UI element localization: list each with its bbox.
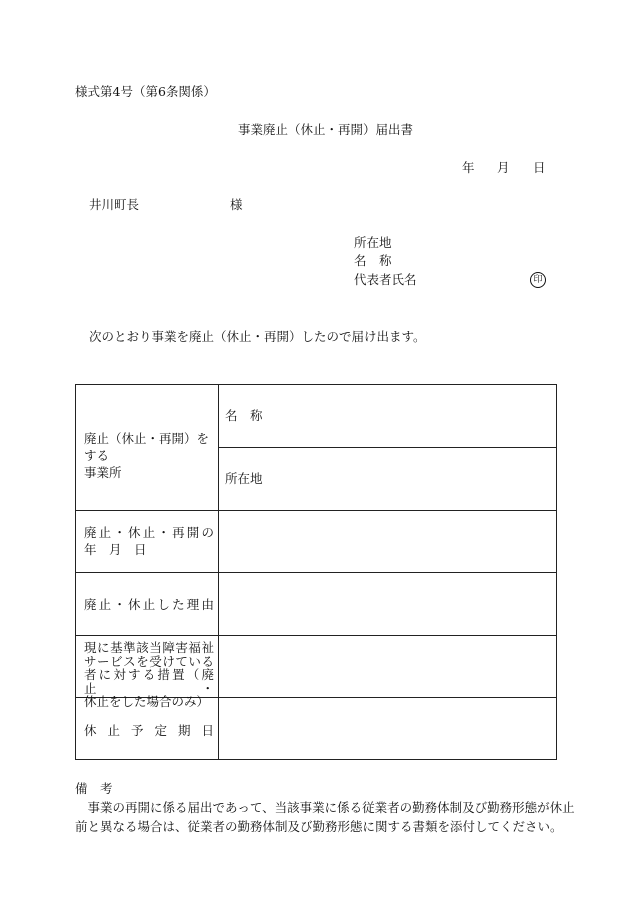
office-address-label: 所在地 [225, 471, 263, 486]
reason-field[interactable] [219, 573, 556, 635]
measures-label-line4: 休止をした場合のみ） [84, 694, 210, 709]
measures-label [84, 641, 214, 709]
office-label [84, 430, 214, 481]
date-label-line2: 年 月 日 [84, 542, 147, 557]
date-field[interactable] [219, 511, 556, 572]
remarks-line1: 事業の再開に係る届出であって、当該事業に係る従業者の勤務体制及び勤務形態が休止 [75, 800, 575, 815]
addressee-honorific: 様 [230, 197, 243, 212]
office-address-field[interactable] [219, 448, 556, 510]
report-table [75, 384, 557, 760]
period-field[interactable] [219, 698, 556, 759]
addressee-name: 井川町長 [89, 197, 140, 212]
date-year: 年 [462, 160, 475, 175]
office-name-label: 名 称 [225, 408, 263, 423]
date-day: 日 [533, 160, 546, 175]
measures-field[interactable] [219, 636, 556, 697]
office-label-line2: 事業所 [84, 465, 122, 480]
applicant-representative-label: 代表者氏名 [354, 272, 417, 287]
remarks-heading: 備 考 [75, 781, 113, 796]
period-label: 休止予定期日 [84, 723, 214, 738]
date-label-line1: 廃止・休止・再開の [84, 525, 214, 540]
applicant-address-label: 所在地 [354, 235, 392, 250]
date-month: 月 [497, 160, 510, 175]
seal-char: 印 [533, 275, 543, 285]
office-label-line1: 廃止（休止・再開）をする [84, 431, 210, 463]
measures-label-line1: 現に基準該当障害福祉 [84, 640, 214, 655]
office-name-field[interactable] [219, 385, 556, 447]
reason-label: 廃止・休止した理由 [84, 597, 214, 612]
intro-text: 次のとおり事業を廃止（休止・再開）したので届け出ます。 [89, 329, 426, 344]
seal-mark [530, 272, 546, 288]
date-label [84, 524, 214, 558]
measures-label-line2: サービスを受けている [84, 653, 214, 669]
remarks-line2: 前と異なる場合は、従業者の勤務体制及び勤務形態に関する書類を添付してください。 [75, 819, 563, 834]
document-title: 事業廃止（休止・再開）届出書 [238, 122, 414, 137]
applicant-name-label: 名 称 [354, 253, 392, 268]
form-number: 様式第4号（第6条関係） [75, 84, 216, 99]
measures-label-line3: 者に対する措置（廃止・ [84, 667, 214, 696]
